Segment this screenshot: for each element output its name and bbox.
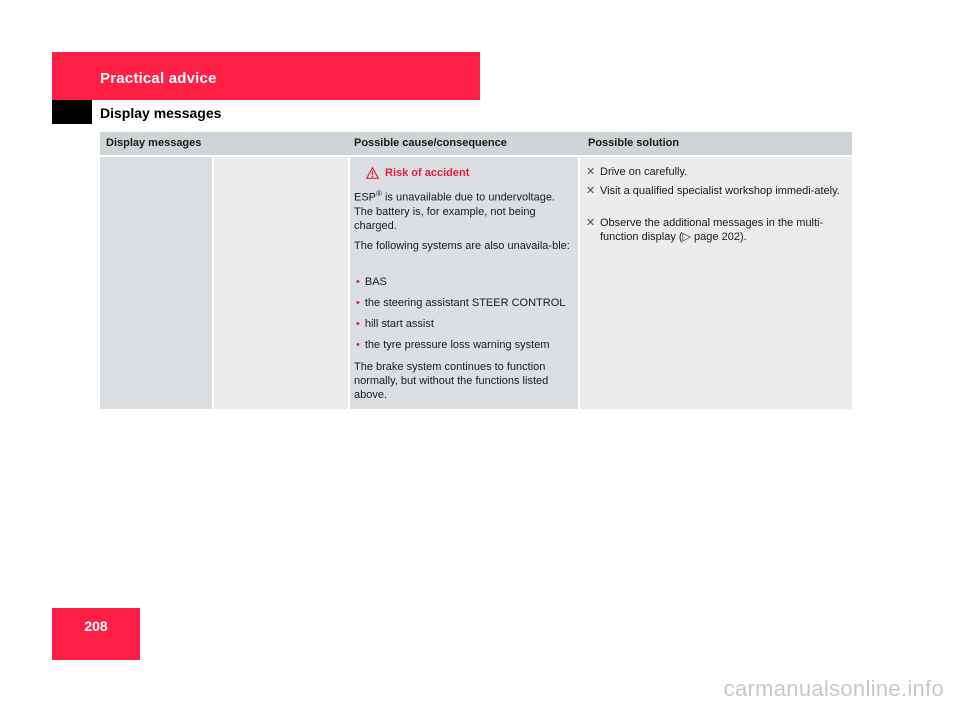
possible-solution-cell: [580, 157, 852, 409]
display-messages-table: [100, 132, 852, 409]
list-item: • the tyre pressure loss warning system: [356, 339, 550, 351]
section-header-marker: [52, 100, 92, 124]
step-arrow-icon: ✕: [586, 217, 596, 229]
possible-cause-cell: [350, 157, 578, 409]
bullet-icon: •: [356, 297, 360, 309]
solution-step: ✕ Visit a qualified specialist workshop immedi-ately.: [586, 185, 840, 197]
table-header-row: [100, 132, 852, 155]
column-header-possible-cause: Possible cause/consequence: [354, 137, 507, 149]
page-number: 208: [84, 618, 108, 634]
list-item: • hill start assist: [356, 318, 434, 330]
solution-step: ✕ Observe the additional messages in the multi-function display (▷ page 202).: [586, 217, 824, 243]
warning-triangle-icon: [366, 167, 379, 179]
solution-step: ✕ Drive on carefully.: [586, 166, 688, 178]
column-header-possible-solution: Possible solution: [588, 137, 680, 149]
bullet-icon: •: [356, 339, 360, 351]
cause-paragraph-3: The brake system continues to function normally, but without the functions listed above.: [354, 361, 549, 401]
watermark: carmanualsonline.info: [723, 676, 944, 701]
bullet-icon: •: [356, 276, 360, 288]
bullet-icon: •: [356, 318, 360, 330]
cause-paragraph-1: ESP® is unavailable due to undervoltage. The battery is, for example, not being charged.: [354, 189, 555, 232]
display-message-text-cell: [214, 157, 348, 409]
list-item: • BAS: [356, 276, 387, 288]
cause-paragraph-2: The following systems are also unavaila-ble:: [354, 240, 570, 252]
column-header-display-messages: Display messages: [106, 137, 202, 149]
step-arrow-icon: ✕: [586, 185, 596, 197]
subsection-title: Display messages: [100, 105, 222, 121]
page-number-tab: [52, 608, 140, 660]
section-title: Practical advice: [100, 70, 217, 87]
display-message-symbol-cell: [100, 157, 212, 409]
registered-mark: ®: [376, 189, 382, 198]
warning-heading: [366, 166, 469, 180]
step-arrow-icon: ✕: [586, 166, 596, 178]
warning-title: Risk of accident: [385, 167, 470, 179]
list-item: • the steering assistant STEER CONTROL: [356, 297, 566, 309]
